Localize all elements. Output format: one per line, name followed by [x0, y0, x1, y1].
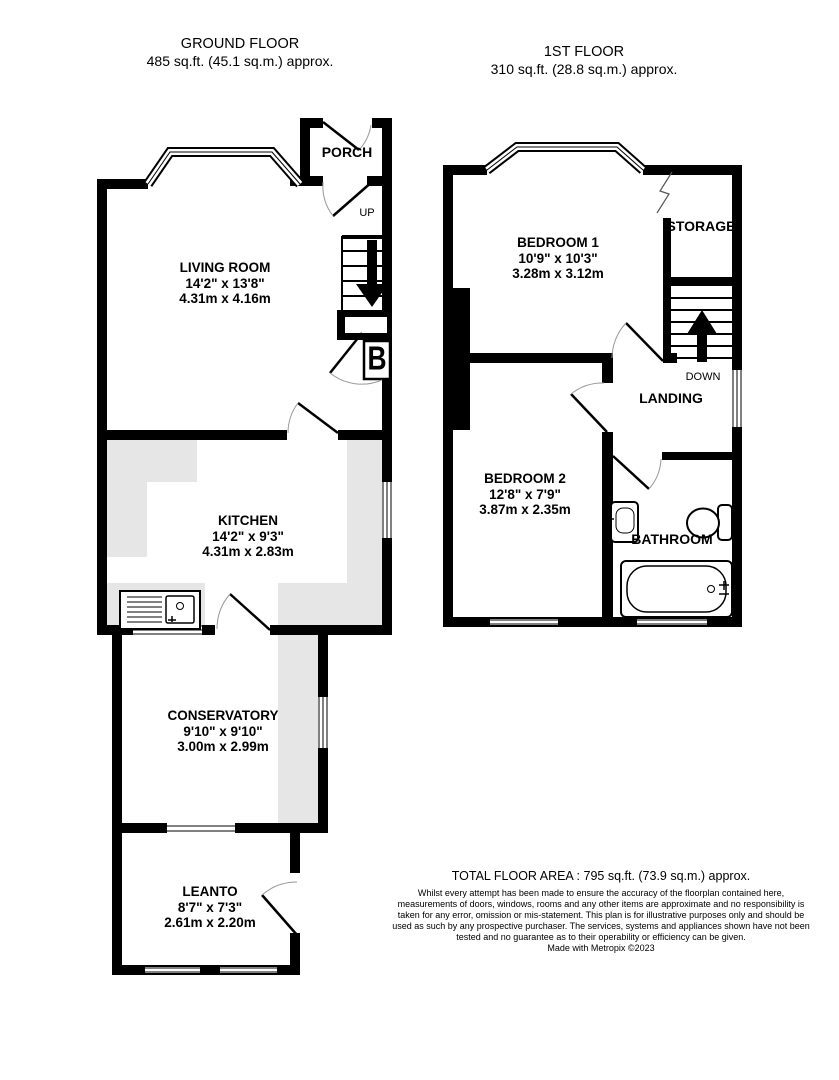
disclaimer-text: Whilst every attempt has been made to ensure the accuracy of the floorplan contained here, measurements of doors, windows, rooms and any other items are approximate and no responsibility is taken for any error, omission or mis-statement. This plan is for illustrative purposes only and should be used as such by any prospective purchaser. The services, systems and appliances shown have not been tested and no guarantee as to their operability or efficiency can be given. [392, 888, 810, 942]
living-room-name: LIVING ROOM [179, 259, 271, 275]
slope-break-line [657, 172, 672, 213]
bay-window-first [487, 147, 643, 170]
conservatory-gray-strip [278, 635, 318, 823]
bedroom2-label [479, 471, 571, 518]
boiler-label: B [367, 339, 387, 377]
first-floor-area: 310 sq.ft. (28.8 sq.m.) approx. [490, 61, 678, 77]
bedroom2-size-imperial: 12'8" x 7'9" [489, 486, 561, 502]
kitchen-label [202, 513, 294, 560]
bedroom1-size-metric: 3.28m x 3.12m [512, 265, 604, 281]
storage-label: STORAGE [666, 218, 736, 234]
footer [391, 869, 811, 954]
up-label: UP [359, 207, 375, 219]
first-doors [571, 323, 663, 489]
kitchen-size-imperial: 14'2" x 9'3" [212, 528, 284, 544]
leanto-size-imperial: 8'7" x 7'3" [177, 899, 243, 915]
living-room-size-metric: 4.31m x 4.16m [179, 290, 271, 306]
leanto-name: LEANTO [182, 883, 238, 899]
bedroom2-name: BEDROOM 2 [484, 470, 566, 486]
kitchen-sink [120, 591, 200, 629]
conservatory-size-metric: 3.00m x 2.99m [177, 738, 269, 754]
leanto-label [164, 884, 256, 931]
credit-text: Made with Metropix ©2023 [547, 943, 655, 953]
living-room-label [179, 260, 271, 307]
bathroom-label: BATHROOM [631, 531, 713, 547]
ground-floor-area: 485 sq.ft. (45.1 sq.m.) approx. [146, 53, 334, 69]
landing-label: LANDING [639, 390, 703, 406]
living-room-size-imperial: 14'2" x 13'8" [185, 275, 265, 291]
ground-floor-title-block [147, 36, 334, 69]
first-floor-title: 1ST FLOOR [543, 44, 625, 60]
conservatory-size-imperial: 9'10" x 9'10" [183, 723, 263, 739]
bedroom1-name: BEDROOM 1 [517, 234, 599, 250]
stairs-up-arrow-icon [687, 310, 717, 362]
down-label: DOWN [685, 371, 721, 383]
first-staircase [671, 298, 732, 362]
leanto-size-metric: 2.61m x 2.20m [164, 914, 256, 930]
bay-window-ground [148, 152, 300, 184]
conservatory-name: CONSERVATORY [167, 707, 279, 723]
conservatory-label [167, 708, 278, 755]
first-floor-title-block [491, 44, 678, 77]
kitchen-name: KITCHEN [217, 512, 278, 528]
bedroom1-label [512, 235, 604, 282]
porch-label: PORCH [321, 144, 373, 160]
bedroom1-size-imperial: 10'9" x 10'3" [518, 250, 598, 266]
bedroom2-size-metric: 3.87m x 2.35m [479, 501, 571, 517]
bathtub [621, 561, 732, 617]
total-floor-area: TOTAL FLOOR AREA : 795 sq.ft. (73.9 sq.m.) approx. [451, 869, 751, 883]
kitchen-size-metric: 4.31m x 2.83m [202, 543, 294, 559]
ground-floor-title: GROUND FLOOR [180, 36, 300, 52]
